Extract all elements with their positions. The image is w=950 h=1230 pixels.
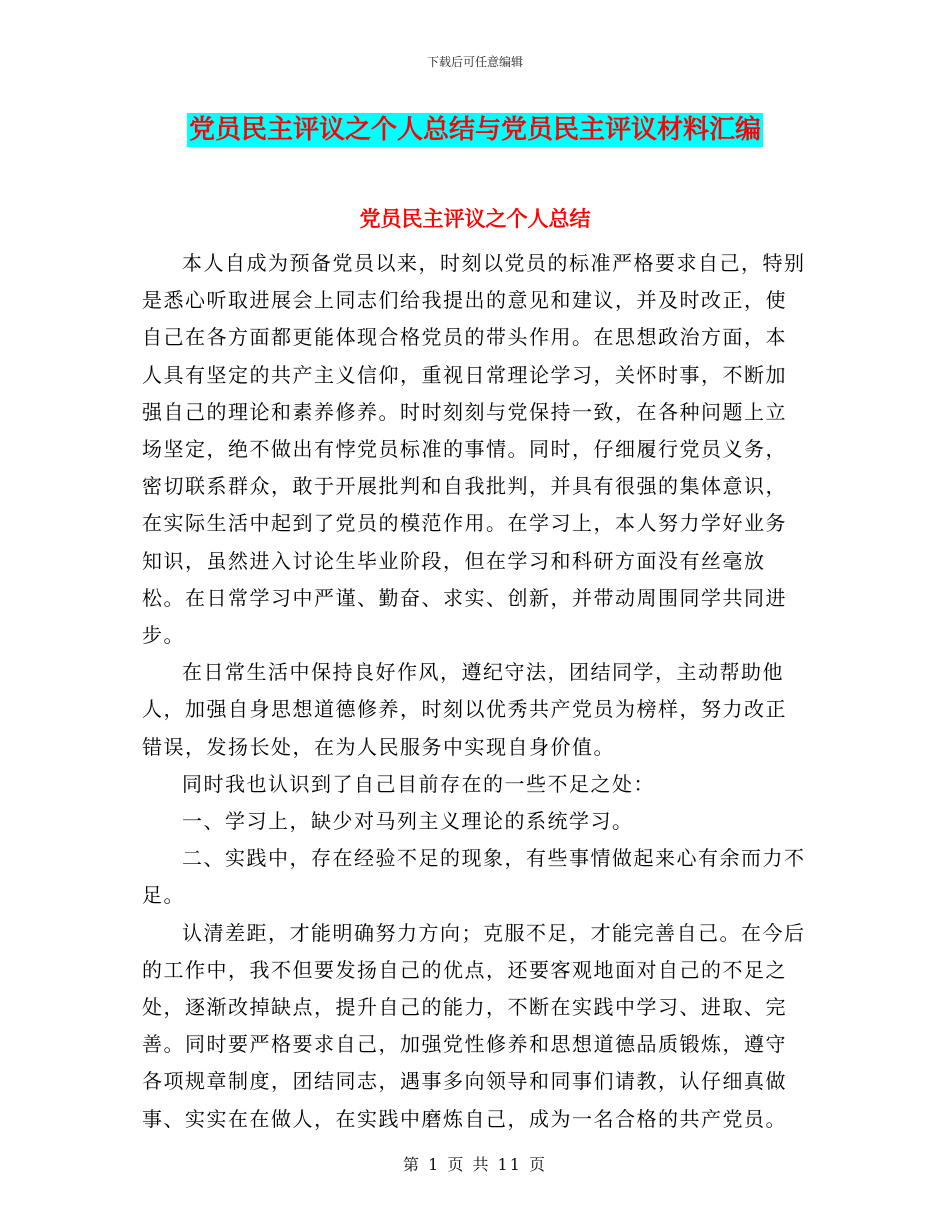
document-title-wrapper xyxy=(0,113,950,147)
paragraph: 同时我也认识到了自己目前存在的一些不足之处： xyxy=(182,771,655,796)
paragraph: 在日常生活中保持良好作风，遵纪守法，团结同学，主动帮助他人，加强自身思想道德修养，时刻以优秀共产党员为榜样，努力改正错误，发扬长处，在为人民服务中实现自身价值。 xyxy=(142,660,787,759)
document-body xyxy=(142,245,807,1138)
section-title: 党员民主评议之个人总结 xyxy=(359,206,591,231)
document-title: 党员民主评议之个人总结与党员民主评议材料汇编 xyxy=(188,115,761,145)
paragraph: 认清差距，才能明确努力方向；克服不足，才能完善自己。在今后的工作中，我不但要发扬自己的优点，还要客观地面对自己的不足之处，逐渐改掉缺点，提升自己的能力，不断在实践中学习、进取、完善。同时要严格要求自己，加强党性修养和思想道德品质锻炼，遵守各项规章制度，团结同志，遇事多向领导和同事们请教，认仔细真做事、实实在在做人，在实践中磨炼自己，成为一名合格的共产党员。 xyxy=(142,920,806,1131)
paragraph: 本人自成为预备党员以来，时刻以党员的标准严格要求自己，特别是悉心听取进展会上同志们给我提出的意见和建议，并及时改正，使自己在各方面都更能体现合格党员的带头作用。在思想政治方面，本人具有坚定的共产主义信仰，重视日常理论学习，关怀时事，不断加强自己的理论和素养修养。时时刻刻与党保持一致，在各种问题上立场坚定，绝不做出有悖党员标准的事情。同时，仔细履行党员义务，密切联系群众，敢于开展批判和自我批判，并具有很强的集体意识，在实际生活中起到了党员的模范作用。在学习上，本人努力学好业务知识，虽然进入讨论生毕业阶段，但在学习和科研方面没有丝毫放松。在日常学习中严谨、勤奋、求实、创新，并带动周围同学共同进步。 xyxy=(142,251,806,648)
paragraph: 一、学习上，缺少对马列主义理论的系统学习。 xyxy=(182,809,634,834)
page-header-note: 下载后可任意编辑 xyxy=(426,55,523,69)
paragraph: 二、实践中，存在经验不足的现象，有些事情做起来心有余而力不足。 xyxy=(142,846,806,908)
page-footer-indicator: 第 1 页 共 11 页 xyxy=(403,1155,547,1174)
